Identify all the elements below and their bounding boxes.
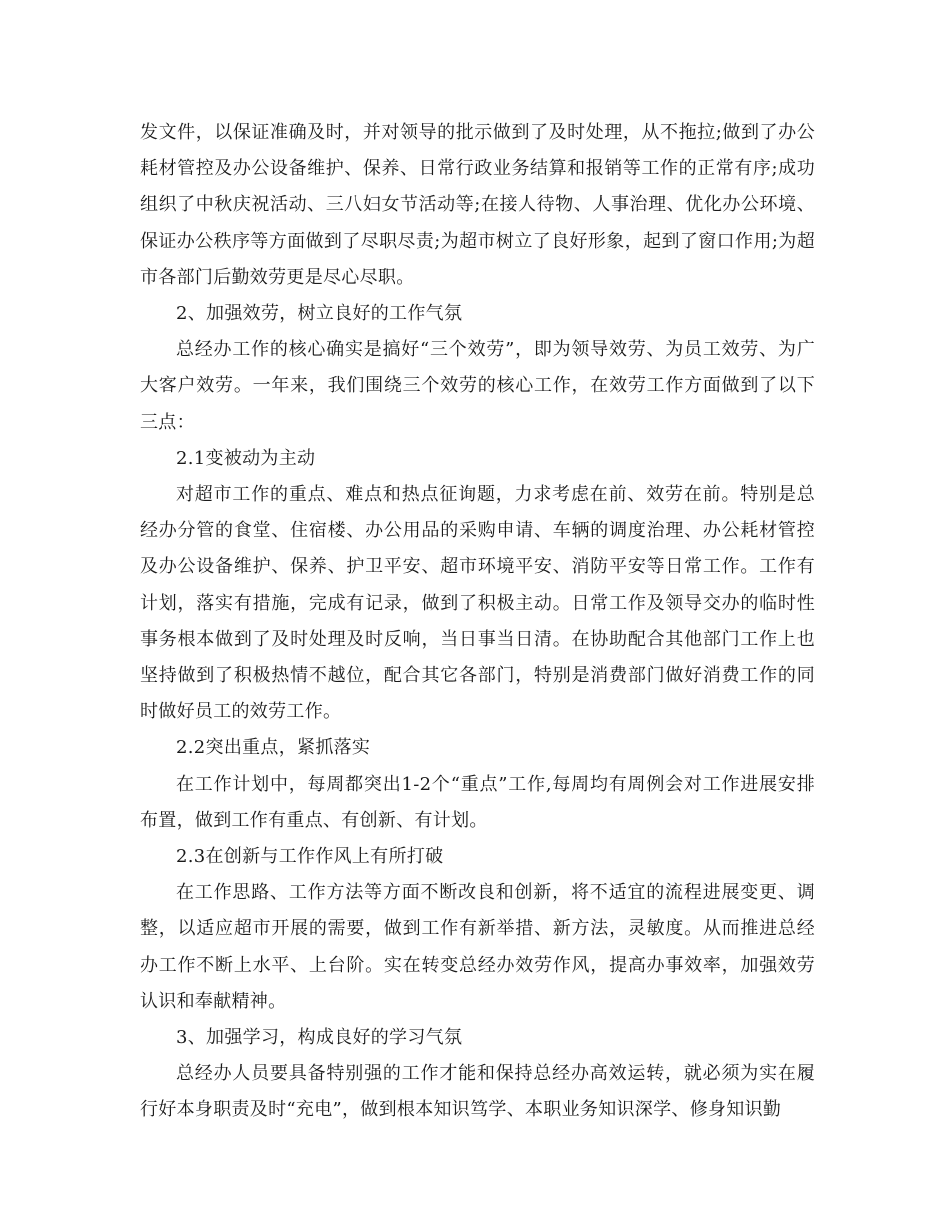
subsection-heading-2-1: 2.1变被动为主动 xyxy=(176,447,316,469)
subsection-heading-2-2: 2.2突出重点，紧抓落实 xyxy=(176,737,371,759)
section-heading-3: 3、加强学习，构成良好的学习气氛 xyxy=(176,1027,463,1049)
document-body xyxy=(140,115,815,1129)
paragraph: 在工作思路、工作方法等方面不断改良和创新，将不适宜的流程进展变更、调整，以适应超市开展的需要，做到工作有新举措、新方法，灵敏度。从而推进总经办工作不断上水平、上台阶。实在转变总经办效劳作风，提高办事效率，加强效劳认识和奉献精神。 xyxy=(140,882,815,1012)
paragraph: 对超市工作的重点、难点和热点征询题，力求考虑在前、效劳在前。特别是总经办分管的食堂、住宿楼、办公用品的采购申请、车辆的调度治理、办公耗材管控及办公设备维护、保养、护卫平安、超市环境平安、消防平安等日常工作。工作有计划，落实有措施，完成有记录，做到了积极主动。日常工作及领导交办的临时性事务根本做到了及时处理及时反响，当日事当日清。在协助配合其他部门工作上也坚持做到了积极热情不越位，配合其它各部门，特别是消费部门做好消费工作的同时做好员工的效劳工作。 xyxy=(140,484,815,723)
paragraph: 总经办工作的核心确实是搞好“三个效劳”，即为领导效劳、为员工效劳、为广大客户效劳。一年来，我们围绕三个效劳的核心工作，在效劳工作方面做到了以下三点： xyxy=(140,339,815,433)
paragraph: 总经办人员要具备特别强的工作才能和保持总经办高效运转，就必须为实在履行好本身职责及时“充电”，做到根本知识笃学、本职业务知识深学、修身知识勤 xyxy=(140,1063,815,1121)
section-heading-2: 2、加强效劳，树立良好的工作气氛 xyxy=(176,303,463,325)
paragraph-continuation: 发文件，以保证准确及时，并对领导的批示做到了及时处理，从不拖拉;做到了办公耗材管控及办公设备维护、保养、日常行政业务结算和报销等工作的正常有序;成功组织了中秋庆祝活动、三八妇女节活动等;在接人待物、人事治理、优化办公环境、保证办公秩序等方面做到了尽职尽责;为超市树立了良好形象，起到了窗口作用;为超市各部门后勤效劳更是尽心尽职。 xyxy=(140,122,815,288)
subsection-heading-2-3: 2.3在创新与工作作风上有所打破 xyxy=(176,846,444,868)
paragraph: 在工作计划中，每周都突出1-2个“重点”工作,每周均有周例会对工作进展安排布置，做到工作有重点、有创新、有计划。 xyxy=(140,773,815,831)
